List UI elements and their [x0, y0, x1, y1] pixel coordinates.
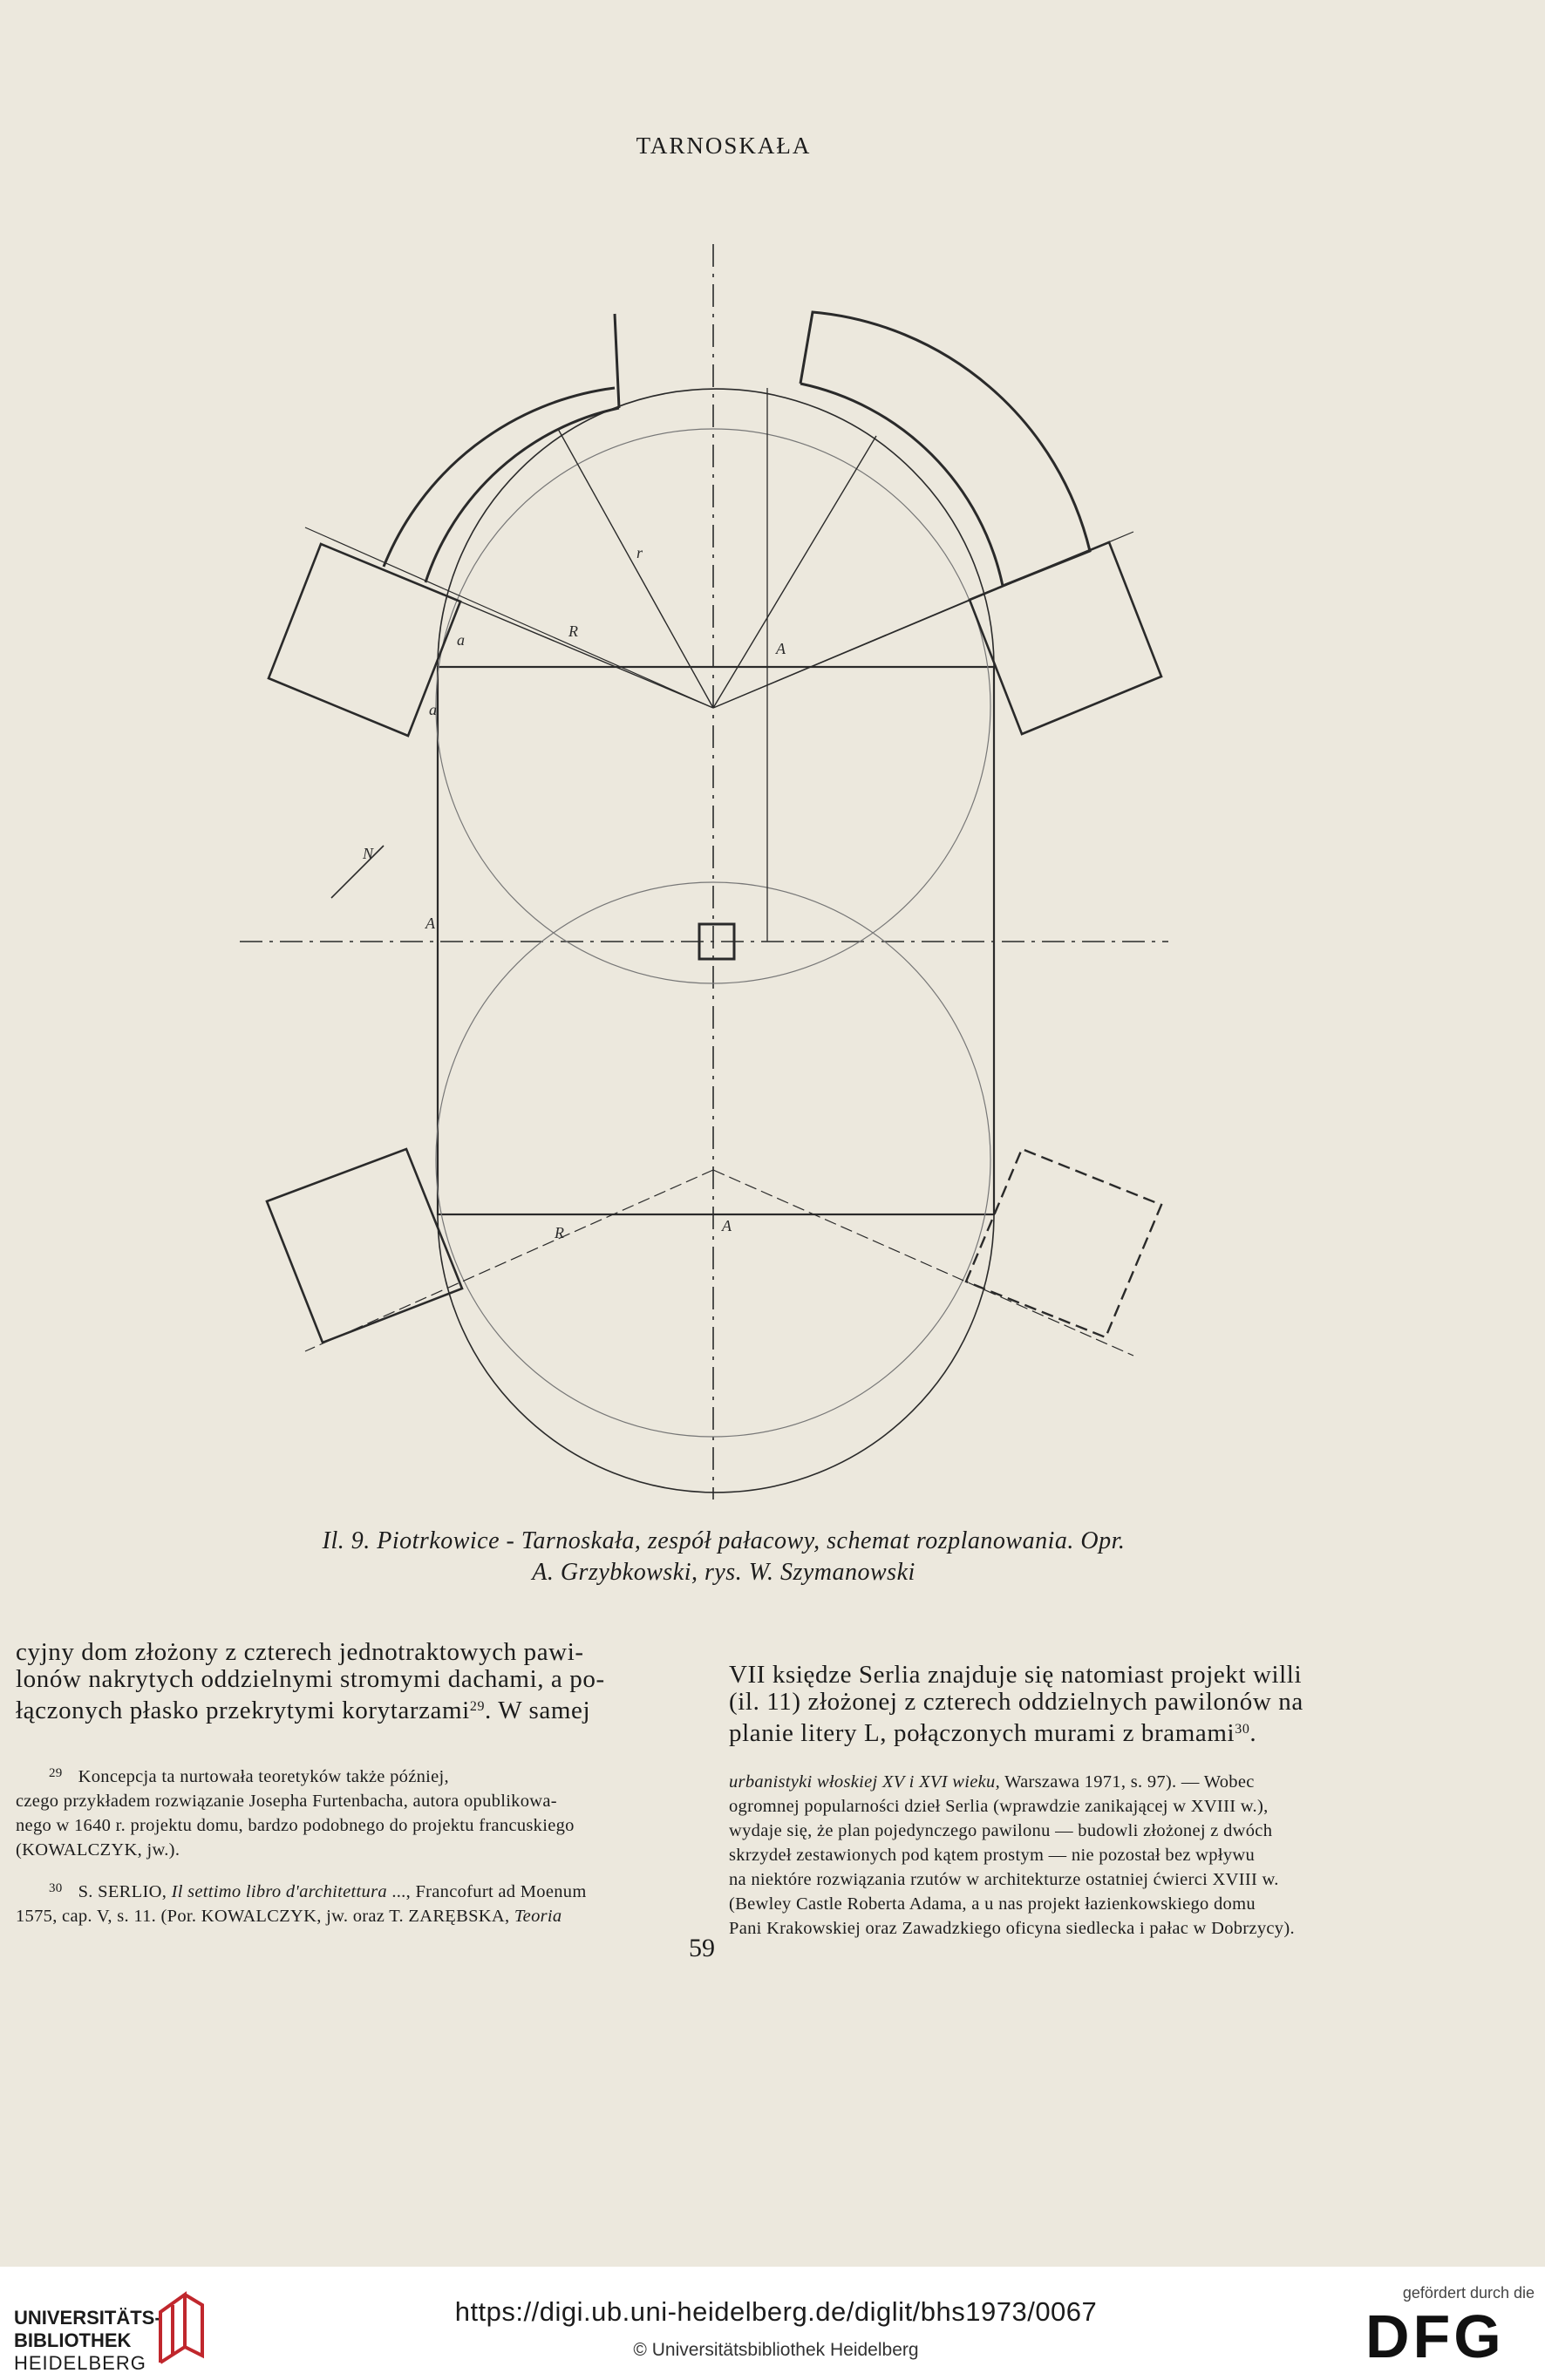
footnote-text: (Bewley Castle Roberta Adama, a u nas projekt łazienkowskiego domu [729, 1894, 1256, 1914]
north-arrow [331, 846, 384, 898]
body-line-tail: . [1249, 1719, 1257, 1747]
label-R-top: R [568, 622, 578, 640]
dfg-logo[interactable]: DFG [1365, 2302, 1505, 2370]
footnote-number: 29 [49, 1766, 63, 1780]
wing-top-left [384, 388, 619, 582]
radius-line [305, 527, 713, 708]
footnote-30 [16, 1876, 689, 1904]
footnote-text: na niektóre rozwiązania rzutów w architekturze ostatniej ćwierci XVIII w. [729, 1870, 1279, 1889]
footnote-text: 1575, cap. V, s. 11. (Por. KOWALCZYK, jw. oraz T. ZARĘBSKA, [16, 1907, 514, 1926]
wing-top-right [800, 312, 1090, 586]
footnote-text: wydaje się, że plan pojedynczego pawilonu — budowli złożonej z dwóch [729, 1821, 1273, 1840]
copyright-notice: © Universitätsbibliothek Heidelberg [633, 2340, 919, 2360]
body-column-right [729, 1662, 1400, 1747]
footnote-29 [16, 1761, 689, 1789]
body-line [729, 1716, 1400, 1747]
footnote-number: 30 [49, 1881, 63, 1895]
footnotes-left [16, 1761, 689, 1928]
permalink-url[interactable]: https://digi.ub.uni-heidelberg.de/diglit/bhs1973/0067 [454, 2296, 1098, 2327]
footnote-text: Koncepcja ta nurtowała teoretyków także później, [78, 1767, 449, 1786]
label-a-side-2: a [429, 701, 437, 718]
label-a-side-1: a [457, 631, 465, 649]
wing-end [615, 314, 619, 408]
footnote-ref-29[interactable]: 29 [469, 1699, 486, 1714]
label-A-bottom: A [722, 1217, 732, 1234]
body-line-text: łączonych płasko przekrytymi korytarzami [16, 1697, 470, 1724]
pavilion-bottom-left [267, 1149, 462, 1343]
footnotes-right [729, 1770, 1400, 1941]
footnote-text: S. SERLIO, [78, 1882, 172, 1901]
footnote-text: Pani Krakowskiej oraz Zawadzkiego oficyna siedlecka i pałac w Dobrzycy). [729, 1919, 1295, 1938]
body-line: VII księdze Serlia znajduje się natomiast projekt willi [729, 1661, 1303, 1689]
body-line-tail: . W samej [485, 1697, 591, 1724]
library-line: UNIVERSITÄTS- [14, 2307, 161, 2329]
label-north: N [363, 845, 374, 862]
radius-line [305, 1170, 713, 1351]
label-r-top: r [636, 544, 643, 561]
footnote-line [729, 1770, 1400, 1794]
library-name[interactable] [14, 2307, 161, 2375]
caption-line: Il. 9. Piotrkowice - Tarnoskała, zespół pałacowy, schemat rozplanowania. Opr. [322, 1527, 1126, 1554]
body-line: (il. 11) złożonej z czterech oddzielnych pawilonów na [729, 1688, 1303, 1716]
running-head: TARNOSKAŁA [636, 133, 812, 159]
library-logo-icon [155, 2286, 208, 2366]
pavilion-bottom-right [966, 1149, 1161, 1337]
footnote-ref-30[interactable]: 30 [1235, 1722, 1250, 1737]
footnote-text: Warszawa 1971, s. 97). — Wobec [1000, 1772, 1255, 1792]
radius-line [713, 1170, 1133, 1356]
footnote-text: ..., Francofurt ad Moenum [386, 1882, 587, 1901]
body-line [16, 1693, 687, 1724]
label-A-right: A [776, 640, 786, 657]
library-line: BIBLIOTHEK [14, 2329, 132, 2351]
footnote-title: urbanistyki włoskiej XV i XVI wieku, [729, 1772, 1001, 1792]
footnote-text: (KOWALCZYK, jw.). [16, 1840, 180, 1860]
footnote-title: Teoria [514, 1907, 562, 1926]
label-R-bottom: R [555, 1224, 564, 1241]
footnote-text: ogromnej popularności dzieł Serlia (wprawdzie zanikającej w XVIII w.), [729, 1797, 1269, 1816]
footnote-text: skrzydeł zestawionych pod kątem prostym — nie pozostał bez wpływu [729, 1846, 1256, 1865]
body-line-text: planie litery L, połączonych murami z bramami [729, 1719, 1235, 1747]
footnote-title: Il settimo libro d'architettura [171, 1882, 387, 1901]
caption-line: A. Grzybkowski, rys. W. Szymanowski [532, 1559, 915, 1586]
body-column-left [16, 1639, 687, 1724]
page-number: 59 [689, 1934, 715, 1962]
funded-by-label: gefördert durch die [1402, 2284, 1535, 2302]
label-A-left: A [425, 915, 435, 932]
library-line: HEIDELBERG [14, 2352, 146, 2374]
radius-line [460, 602, 713, 708]
viewer-footer [0, 2267, 1545, 2380]
footnote-line [16, 1904, 689, 1928]
body-line: lonów nakrytych oddzielnymi stromymi dachami, a po- [16, 1665, 605, 1693]
footnote-text: nego w 1640 r. projektu domu, bardzo podobnego do projektu francuskiego [16, 1816, 575, 1835]
outer-oval [438, 389, 994, 1493]
body-line: cyjny dom złożony z czterech jednotraktowych pawi- [16, 1638, 584, 1666]
footnote-text: czego przykładem rozwiązanie Josepha Furtenbacha, autora opublikowa- [16, 1792, 557, 1811]
central-rectangle [438, 667, 994, 1214]
figure-caption [157, 1526, 1290, 1588]
